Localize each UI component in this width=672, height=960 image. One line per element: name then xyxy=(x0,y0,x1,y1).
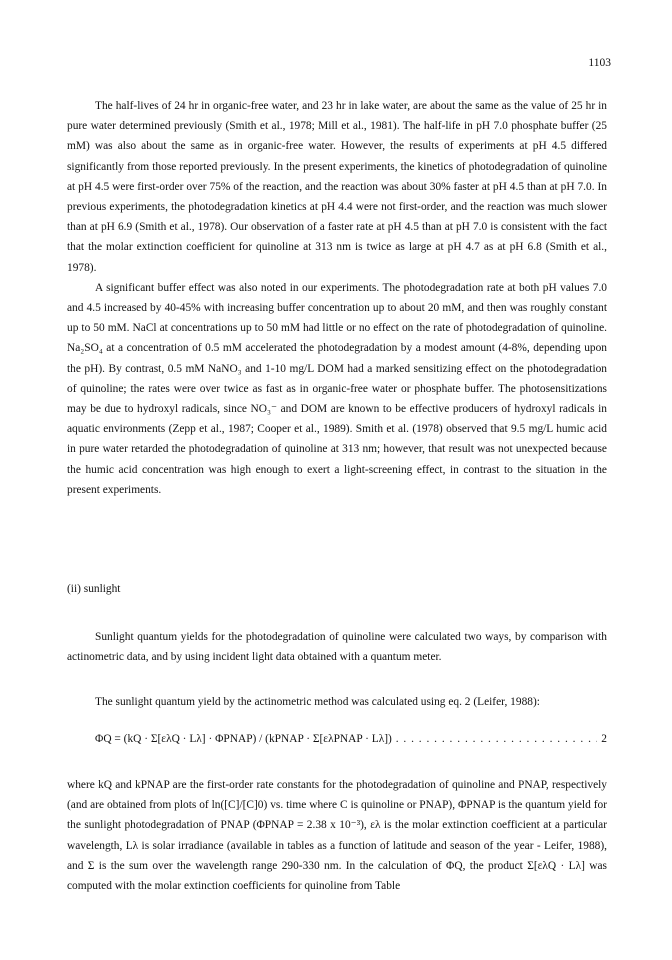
section-heading: (ii) sunlight xyxy=(67,583,121,595)
page-number: 1103 xyxy=(588,57,611,69)
equation-2 xyxy=(95,733,607,745)
paragraph-half-lives: The half-lives of 24 hr in organic-free water, and 23 hr in lake water, are about the same as the value of 25 hr in pure water determined previously (Smith et al., 1978; Mill et al., 1981). The half-life in pH 7.0 phosphate buffer (25 mM) was also about the same as in organic-free water. However, the results of experiments at pH 4.5 differed significantly from those reported previously. In the present experiments, the kinetics of photodegradation of quinoline at pH 4.5 were first-order over 75% of the reaction, and the reaction was about 30% faster at pH 4.5 than at pH 7.0. In previous experiments, the photodegradation kinetics at pH 4.4 were not first-order, and the reaction was much slower than at pH 6.9 (Smith et al., 1978). Our observation of a faster rate at pH 4.5 than at pH 7.0 is consistent with the fact that the molar extinction coefficient for quinoline at 313 nm is twice as large at pH 4.7 as at pH 6.8 (Smith et al., 1978). xyxy=(67,100,607,274)
paragraph-buffer-effect: A significant buffer effect was also noted in our experiments. The photodegradation rate at both pH values 7.0 and 4.5 increased by 40-45% with increasing buffer concentration up to about 20 mM, and then was roughly constant up to 50 mM. NaCl at concentrations up to 50 mM had little or no effect on the rate of photodegradation of quinoline. Na₂SO₄ at a concentration of 0.5 mM accelerated the photodegradation by a modest amount (4-8%, depending upon the pH). By contrast, 0.5 mM NaNO₃ and 1-10 mg/L DOM had a marked sensitizing effect on the photodegradation of quinoline; the rates were over twice as fast as in organic-free water or phosphate buffer. The photosensitizations may be due to hydroxyl radicals, since NO₃⁻ and DOM are known to be effective producers of hydroxyl radicals in aquatic environments (Zepp et al., 1987; Cooper et al., 1989). Smith et al. (1978) observed that 9.5 mg/L humic acid in pure water retarded the photodegradation of quinoline at 313 nm; however, that result was not unexpected because the humic acid concentration was high enough to exert a light-screening effect, in contrast to the situation in the present experiments. xyxy=(67,281,607,496)
paragraph-sunlight-methods: Sunlight quantum yields for the photodegradation of quinoline were calculated two ways, by comparison with actinometric data, and by using incident light data obtained with a quantum meter. xyxy=(67,631,607,664)
equation-number: 2 xyxy=(601,733,607,745)
equation-body: ΦQ = (kQ · Σ[ελQ · Lλ] · ΦPNAP) / (kPNAP · Σ[ελPNAP · Lλ]) . . . xyxy=(95,733,597,745)
body-text xyxy=(67,96,607,500)
paragraph-definitions: where kQ and kPNAP are the first-order rate constants for the photodegradation of quinoline and PNAP, respectively (and are obtained from plots of ln([C]/[C]0) vs. time where C is quinoline or PNAP), ΦPNAP is the quantum yield for the sunlight photodegradation of PNAP (ΦPNAP = 2.38 x 10⁻³), ελ is the molar extinction coefficient at a particular wavelength, Lλ is solar irradiance (available in tables as a function of latitude and season of the year - Leifer, 1988), and Σ is the sum over the wavelength range 290-330 nm. In the calculation of ΦQ, the product Σ[ελQ · Lλ] was computed with the molar extinction coefficients for quinoline from Table xyxy=(67,779,607,893)
paragraph-actinometric-intro: The sunlight quantum yield by the actinometric method was calculated using eq. 2 (Leifer, 1988): xyxy=(95,696,540,708)
